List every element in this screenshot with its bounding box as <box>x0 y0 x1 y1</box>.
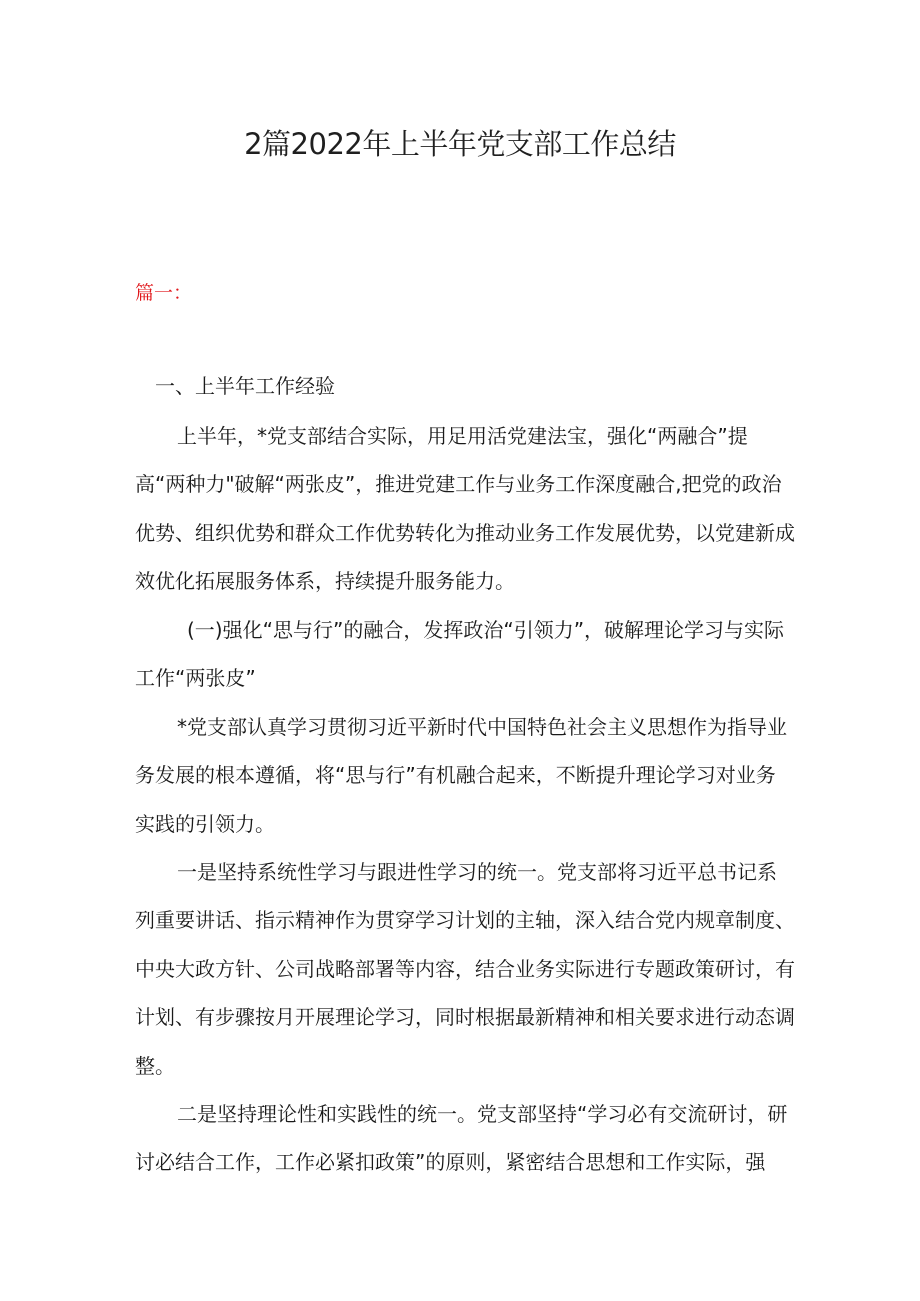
paragraph-point-2: 二是坚持理论性和实践性的统一。党支部坚持“学习必有交流研讨，研讨必结合工作，工作必紧扣政策”的原则，紧密结合思想和工作实际，强 <box>135 1102 788 1175</box>
section-label: 篇一： <box>135 282 193 304</box>
paragraph-point-1: 一是坚持系统性学习与跟进性学习的统一。党支部将习近平总书记系列重要讲话、指示精神作为贯穿学习计划的主轴，深入结合党内规章制度、中央大政方针、公司战略部署等内容，结合业务实际进行专题政策研讨，有计划、有步骤按月开展理论学习，同时根据最新精神和相关要求进行动态调整。 <box>135 860 795 1078</box>
paragraph-intro: 上半年，*党支部结合实际，用足用活党建法宝，强化“两融合”提高“两种力"破解“两张皮”，推进党建工作与业务工作深度融合,把党的政治优势、组织优势和群众工作优势转化为推动业务工作发展优势，以党建新成效优化拓展服务体系，持续提升服务能力。 <box>135 424 795 594</box>
heading-work-experience: 一、上半年工作经验 <box>155 374 335 398</box>
document-title: 2篇2022年上半年党支部工作总结 <box>244 127 676 161</box>
paragraph-subheading-1: (一)强化“思与行”的融合，发挥政治“引领力”，破解理论学习与实际工作“两张皮” <box>135 618 785 691</box>
paragraph-study: *党支部认真学习贯彻习近平新时代中国特色社会主义思想作为指导业务发展的根本遵循，将“思与行”有机融合起来，不断提升理论学习对业务实践的引领力。 <box>135 715 787 836</box>
